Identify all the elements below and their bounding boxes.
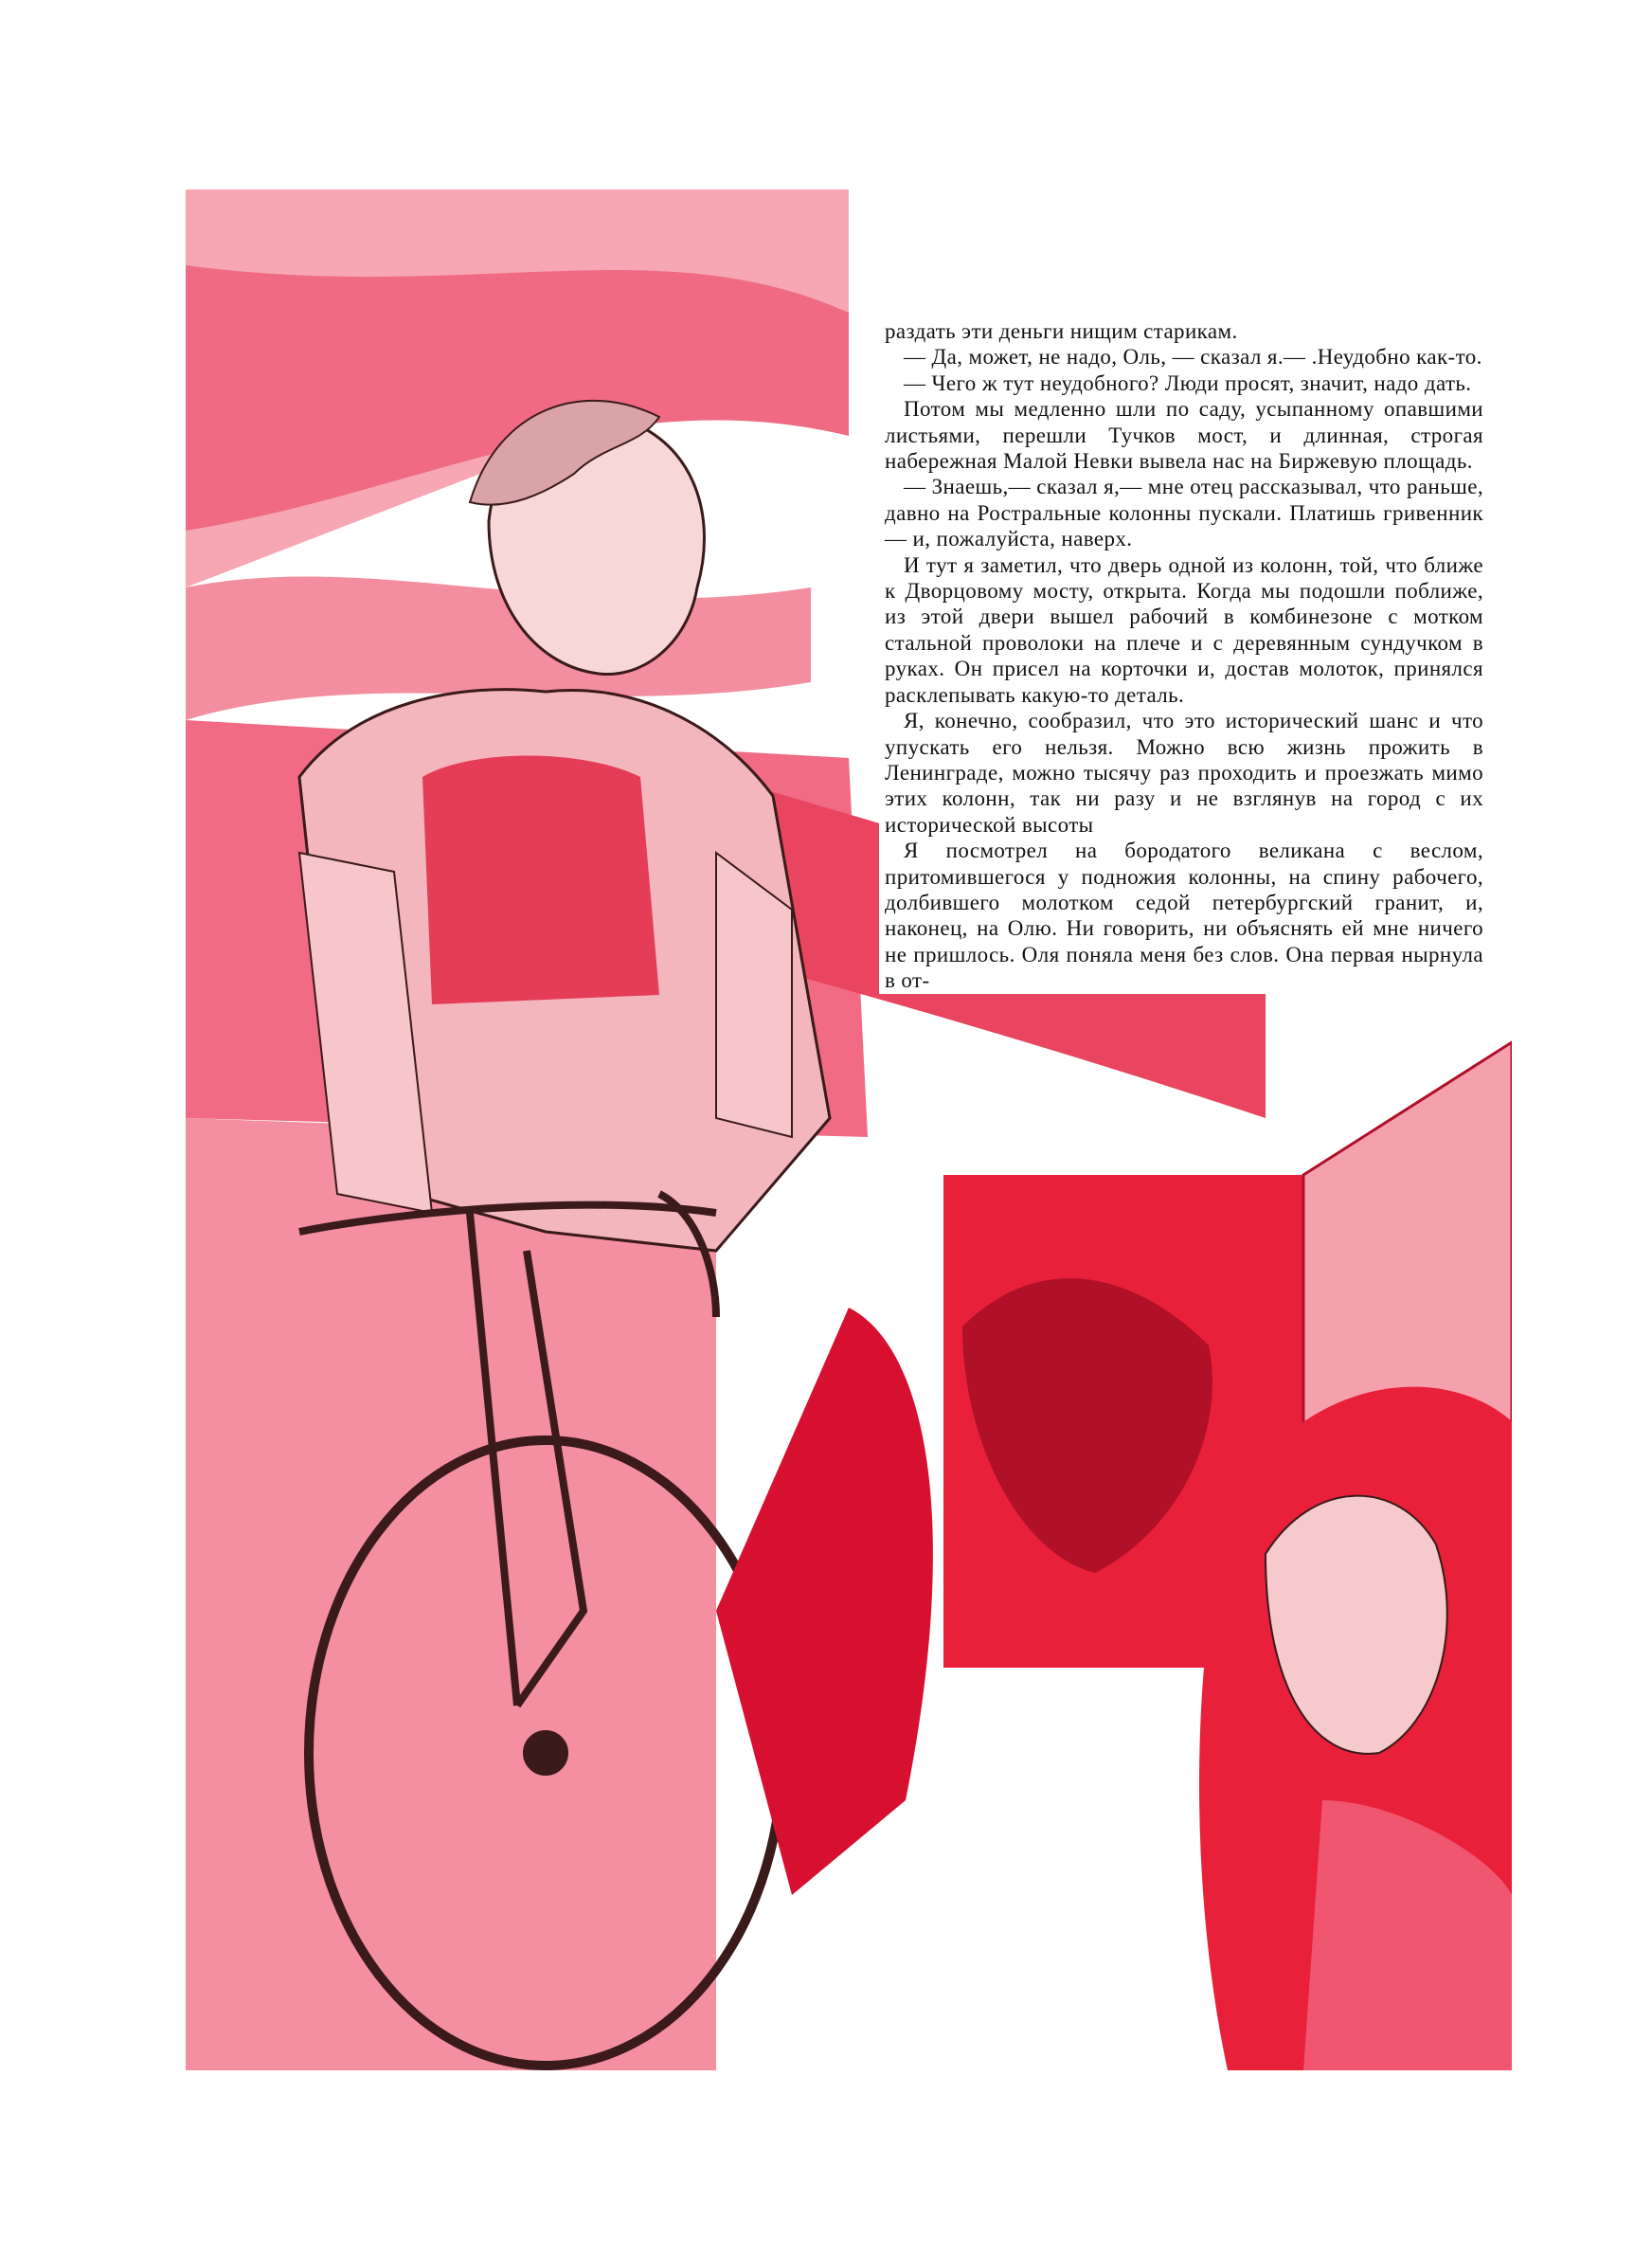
article-text	[879, 313, 1489, 994]
article-paragraph: — Знаешь,— сказал я,— мне отец рассказывал, что раньше, давно на Ростральные колонны пускали. Платишь гривенник — и, пожалуйста, наверх.	[885, 475, 1483, 551]
article-paragraph: Я посмотрел на бородатого великана с веслом, притомившегося у подножия колонны, на спину рабочего, долбившего молотком седой петербургский гранит, и, наконец, на Олю. Ни говорить, ни объяснять ей мне ничего не пришлось. Оля поняла меня без слов. Она первая нырнула в от-	[885, 839, 1483, 993]
article-paragraph: раздать эти деньги нищим старикам.	[885, 319, 1238, 343]
boy-cyclist-figure	[299, 401, 830, 1251]
article-paragraph: Потом мы медленно шли по саду, усыпанному опавшими листьями, перешли Тучков мост, и длинная, строгая набережная Малой Невки вывела нас на Биржевую площадь.	[885, 397, 1483, 474]
article-paragraph: — Да, может, не надо, Оль, — сказал я.— .Неудобно как-то.	[904, 345, 1482, 370]
article-paragraph: И тут я заметил, что дверь одной из колонн, той, что ближе к Дворцовому мосту, открыта. Когда мы подошли поближе, из этой двери вышел рабочий в комбинезоне с мотком стальной проволоки на плече и с деревянным сундучком в руках. Он присел на корточки и, достав молоток, принялся расклепывать какую-то деталь.	[885, 552, 1483, 707]
article-paragraph: — Чего ж тут неудобного? Люди просят, значит, надо дать.	[904, 370, 1472, 395]
article-paragraph: Я, конечно, сообразил, что это исторический шанс и что упускать его нельзя. Можно всю жизнь прожить в Ленинграде, можно тысячу раз проходить и проезжать мимо этих колонн, так ни разу и не взглянув на город с их исторической высоты	[885, 709, 1483, 837]
girl-portrait-figure	[1199, 1387, 1512, 2070]
